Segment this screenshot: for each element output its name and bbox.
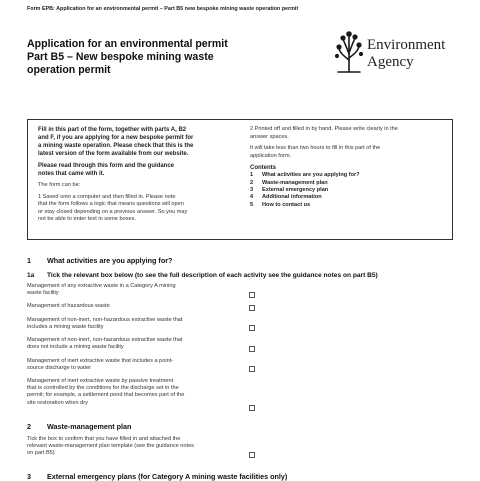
activity-label: Management of any extractive waste in a Category A mining — [27, 283, 176, 289]
contents-item[interactable] — [250, 194, 448, 201]
activity-5-checkbox[interactable] — [249, 366, 255, 372]
activity-label: that is controlled by the conditions for the discharge set in the — [27, 385, 179, 392]
question-number: 1a — [27, 272, 35, 279]
activity-label: Management of inert extractive waste by passive treatment — [27, 378, 174, 384]
section-title: Waste-management plan — [47, 422, 132, 431]
question-title: Tick the relevant box below (to see the full description of each activity see the guidance notes on part B5) — [47, 272, 378, 279]
activity-2-checkbox[interactable] — [249, 305, 255, 311]
page-title — [27, 38, 317, 76]
activity-option — [27, 283, 327, 297]
contents-item[interactable] — [250, 187, 448, 194]
option-2-text: answer spaces. — [250, 133, 289, 140]
activity-1-checkbox[interactable] — [249, 292, 255, 298]
activity-3-checkbox[interactable] — [249, 325, 255, 331]
contents-num: 1 — [250, 172, 254, 179]
activity-label: site restoration when dry — [27, 399, 88, 406]
option-1-text: or stay closed depending on a previous answer. So you may — [38, 208, 188, 215]
activity-option — [27, 378, 327, 407]
option-1-text: not be able to enter text in some boxes. — [38, 216, 136, 223]
waste-plan-checkbox[interactable] — [249, 452, 255, 458]
info-left-column — [38, 126, 233, 224]
contents-item[interactable] — [250, 202, 448, 209]
activity-4-checkbox[interactable] — [249, 346, 255, 352]
section-title: What activities are you applying for? — [47, 256, 173, 265]
title-line-1: Application for an environmental permit — [27, 38, 228, 50]
contents-num: 4 — [250, 194, 254, 201]
time-estimate-text: It will take less than two hours to fill in this part of the — [250, 145, 381, 152]
contents-label: What activities are you applying for? — [262, 172, 360, 179]
contents-num: 3 — [250, 186, 254, 193]
activity-option — [27, 358, 327, 372]
contents-list — [250, 172, 448, 208]
contents-num: 2 — [250, 179, 254, 186]
question-1a-heading — [27, 272, 378, 279]
intro-text: and F, if you are applying for a new bespoke permit for — [38, 135, 194, 141]
section-number: 3 — [27, 472, 31, 481]
confirmation-text: relevant waste-management plan template (see the guidance notes — [27, 443, 194, 450]
activity-label: Management of inert extractive waste that includes a point- — [27, 358, 174, 364]
activity-label: Management of non-inert, non-hazardous extractive waste that — [27, 337, 183, 343]
confirmation-text: Tick the box to confirm that you have filled in and attached the — [27, 436, 181, 442]
contents-label: External emergency plan — [262, 186, 329, 193]
activity-label: Management of non-inert, non-hazardous extractive waste that — [27, 317, 183, 323]
option-2-text: 2 Printed off and filled in by hand. Please write clearly in the — [250, 126, 398, 132]
title-line-2: Part B5 – New bespoke mining waste — [27, 50, 214, 63]
section-number: 1 — [27, 256, 31, 265]
activity-label: permit; for example, a settlement pond that becomes part of the — [27, 392, 185, 399]
contents-heading: Contents — [250, 165, 276, 172]
activity-label: does not include a mining waste facility — [27, 344, 124, 351]
environment-agency-logo — [334, 30, 458, 78]
activity-option — [27, 317, 327, 331]
activity-label: includes a mining waste facility — [27, 324, 104, 331]
read-guidance-text: Please read through this form and the guidance — [38, 163, 175, 169]
info-box — [27, 119, 453, 240]
section-2-heading — [27, 422, 131, 431]
tree-icon — [334, 30, 364, 74]
activity-option — [27, 337, 327, 351]
intro-text: latest version of the form available from our website. — [38, 151, 189, 157]
section-number: 2 — [27, 422, 31, 431]
contents-label: How to contact us — [262, 201, 311, 208]
section-title: External emergency plans (for Category A mining waste facilities only) — [47, 472, 288, 481]
waste-plan-confirmation — [27, 436, 327, 458]
activity-option — [27, 303, 327, 310]
contents-item[interactable] — [250, 180, 448, 187]
contents-num: 5 — [250, 201, 254, 208]
info-right-column — [250, 126, 448, 209]
option-1-text: 1 Saved onto a computer and then filled in. Please note — [38, 193, 176, 200]
contents-label: Additional information — [262, 194, 322, 201]
activity-label: waste facility — [27, 290, 59, 297]
activity-6-checkbox[interactable] — [249, 405, 255, 411]
intro-text: a mining waste operation. Please check that this is the — [38, 143, 194, 149]
confirmation-text: on part B5) — [27, 450, 55, 457]
time-estimate-text: application form. — [250, 152, 292, 159]
read-guidance-text: notes that came with it. — [38, 171, 105, 177]
activity-label: source discharge to water — [27, 365, 92, 372]
logo-text-agency: Agency — [367, 54, 414, 70]
option-1-text: that the form follows a logic that means questions will open — [38, 201, 184, 208]
form-reference: Form EPB: Application for an environmental permit – Part B5 new bespoke mining waste operation permit — [27, 6, 299, 12]
logo-text-environment: Environment — [367, 37, 446, 53]
title-line-3: operation permit — [27, 63, 111, 76]
form-can-be-text: The form can be: — [38, 182, 81, 188]
contents-label: Waste-management plan — [262, 179, 328, 186]
section-1-heading — [27, 256, 172, 265]
intro-text: Fill in this part of the form, together with parts A, B2 — [38, 127, 187, 133]
contents-item[interactable] — [250, 172, 448, 179]
activity-label: Management of hazardous waste — [27, 303, 110, 309]
